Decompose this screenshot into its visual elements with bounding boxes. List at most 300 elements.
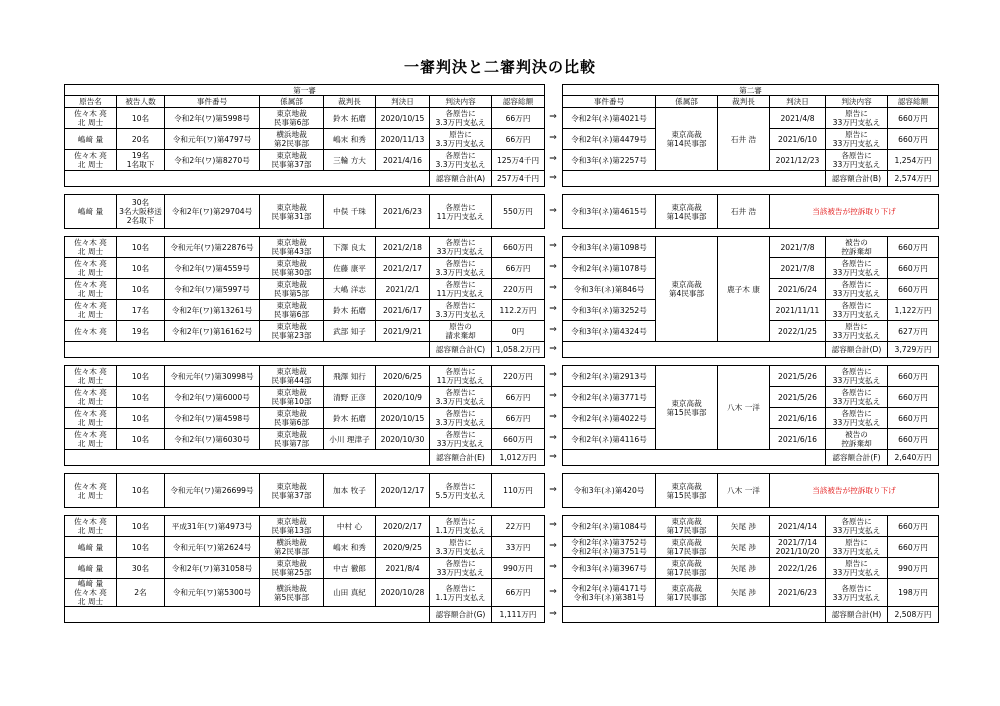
arrow-icon: ⇒ [549,520,557,530]
judgment-content-cell: 各原告に 1.1万円支払え [430,579,492,607]
column-header: 係属部 [260,96,324,108]
court-dept-cell: 東京高裁 第17民事部 [656,516,718,537]
judge-cell: 小川 理津子 [324,429,376,450]
table-row [563,195,939,229]
column-header: 裁判長 [324,96,376,108]
judgment-content-cell: 各原告に 3.3万円支払え [430,258,492,279]
sum-value: 1,058.2万円 [492,342,545,358]
case-number-cell: 令和2年(ネ)第3752号 令和2年(ネ)第3751号 [563,537,656,558]
plaintiff-cell: 佐々木 亮 北 周士 [65,300,117,321]
table-row [563,187,939,195]
arrow-icon: ⇒ [549,154,557,164]
table-row [65,450,545,466]
judgment-content-cell: 各原告に 33万円支払え [826,300,888,321]
sum-spacer [563,450,826,466]
judge-cell: 加本 牧子 [324,474,376,508]
award-amount-cell: 660万円 [888,129,939,150]
table-row [65,607,545,623]
judgment-date-cell: 2021/6/17 [376,300,430,321]
table-row [65,129,545,150]
case-number-cell: 令和2年(ネ)第3771号 [563,387,656,408]
judgment-content-cell: 原告に 33万円支払え [826,558,888,579]
judgment-content-cell: 各原告に 33万円支払え [826,258,888,279]
award-amount-cell: 66万円 [492,579,545,607]
judgment-content-cell: 原告に 3.3万円支払え [430,129,492,150]
judgment-content-cell: 各原告に 33万円支払え [826,516,888,537]
judgment-date-cell: 2021/6/24 [770,279,826,300]
judge-cell: 鹿子木 康 [718,237,770,342]
judgment-date-cell: 2021/5/26 [770,366,826,387]
table-row [65,508,545,516]
defendant-count-cell: 10名 [117,237,165,258]
defendant-count-cell: 17名 [117,300,165,321]
case-number-cell: 令和3年(ネ)第420号 [563,474,656,508]
judgment-content-cell: 各原告に 1.1万円支払え [430,516,492,537]
case-number-cell: 令和3年(ネ)第1098号 [563,237,656,258]
defendant-count-cell: 10名 [117,258,165,279]
case-number-cell: 令和元年(ワ)第4797号 [165,129,260,150]
judge-cell: 佐藤 康平 [324,258,376,279]
plaintiff-cell: 佐々木 亮 [65,321,117,342]
sum-value: 3,729万円 [888,342,939,358]
column-header: 判決内容 [826,96,888,108]
table-row [65,195,545,229]
judge-cell: 中俣 千珠 [324,195,376,229]
sum-value: 2,640万円 [888,450,939,466]
table-row [563,579,939,607]
column-header: 事件番号 [165,96,260,108]
table-row [65,516,545,537]
table-row [65,358,545,366]
award-amount-cell: 110万円 [492,474,545,508]
judgment-content-cell: 各原告に 33万円支払え [826,279,888,300]
defendant-count-cell: 10名 [117,408,165,429]
case-number-cell: 令和2年(ワ)第5997号 [165,279,260,300]
plaintiff-cell: 嶋﨑 量 [65,129,117,150]
table-row [65,558,545,579]
case-number-cell: 令和3年(ネ)第846号 [563,279,656,300]
plaintiff-cell: 佐々木 亮 北 周士 [65,429,117,450]
judgment-date-cell: 2020/10/9 [376,387,430,408]
arrow-icon: ⇒ [549,433,557,443]
award-amount-cell: 660万円 [492,429,545,450]
section-label-first: 第一審 [65,85,545,96]
table-row [65,237,545,258]
case-number-cell: 平成31年(ワ)第4973号 [165,516,260,537]
case-number-cell: 令和2年(ネ)第4116号 [563,429,656,450]
judgment-content-cell: 各原告に 33万円支払え [826,387,888,408]
table-row [65,387,545,408]
judgment-date-cell: 2021/2/17 [376,258,430,279]
case-number-cell: 令和2年(ワ)第6000号 [165,387,260,408]
table-row [65,229,545,237]
arrow-icon: ⇒ [549,562,557,572]
arrow-icon: ⇒ [549,325,557,335]
award-amount-cell: 33万円 [492,537,545,558]
case-number-cell: 令和元年(ワ)第30998号 [165,366,260,387]
award-amount-cell: 550万円 [492,195,545,229]
column-header: 裁判長 [718,96,770,108]
sum-label: 認容額合計(H) [826,607,888,623]
court-dept-cell: 東京高裁 第14民事部 [656,195,718,229]
defendant-count-cell: 10名 [117,429,165,450]
judge-cell: 三輪 方大 [324,150,376,171]
award-amount-cell: 112.2万円 [492,300,545,321]
judge-cell: 鈴木 拓磨 [324,408,376,429]
judgment-date-cell: 2020/10/30 [376,429,430,450]
defendant-count-cell: 10名 [117,387,165,408]
appeal-withdrawn-note: 当該被告が控訴取り下げ [770,474,939,508]
sum-label: 認容額合計(G) [430,607,492,623]
case-number-cell: 令和3年(ネ)第4615号 [563,195,656,229]
award-amount-cell: 660万円 [492,237,545,258]
sum-label: 認容額合計(D) [826,342,888,358]
section-label-second: 第二審 [563,85,939,96]
award-amount-cell: 125万4千円 [492,150,545,171]
column-header: 事件番号 [563,96,656,108]
judge-cell: 嶋末 和秀 [324,537,376,558]
judgment-content-cell: 各原告に 33万円支払え [826,150,888,171]
table-row [65,429,545,450]
table-row [65,408,545,429]
judgment-date-cell: 2022/1/26 [770,558,826,579]
table-row [563,466,939,474]
judgment-date-cell: 2021/6/23 [376,195,430,229]
arrow-icon: ⇒ [549,283,557,293]
judgment-date-cell: 2021/2/18 [376,237,430,258]
judgment-content-cell: 各原告に 11万円支払え [430,195,492,229]
court-dept-cell: 東京地裁 民事第7部 [260,429,324,450]
court-dept-cell: 東京高裁 第4民事部 [656,237,718,342]
judgment-date-cell: 2021/6/23 [770,579,826,607]
plaintiff-cell: 佐々木 亮 北 周士 [65,516,117,537]
judgment-date-cell: 2020/11/13 [376,129,430,150]
court-dept-cell: 東京地裁 民事第43部 [260,237,324,258]
table-row [65,187,545,195]
sum-spacer [563,171,826,187]
sum-label: 認容額合計(F) [826,450,888,466]
group-spacer [563,466,939,474]
table-row [563,474,939,508]
table-row [65,85,545,96]
case-number-cell: 令和2年(ネ)第4021号 [563,108,656,129]
arrow-icon: ⇒ [549,541,557,551]
plaintiff-cell: 佐々木 亮 北 周士 [65,474,117,508]
award-amount-cell: 66万円 [492,408,545,429]
table-row [563,450,939,466]
sum-spacer [65,607,430,623]
judgment-date-cell: 2021/7/8 [770,237,826,258]
judge-cell: 石井 浩 [718,108,770,171]
plaintiff-cell: 佐々木 亮 北 周士 [65,237,117,258]
appeal-withdrawn-note: 当該被告が控訴取り下げ [770,195,939,229]
award-amount-cell: 220万円 [492,279,545,300]
sum-spacer [563,607,826,623]
column-header: 認容総額 [492,96,545,108]
arrow-icon: ⇒ [549,172,557,183]
judgment-date-cell: 2020/10/28 [376,579,430,607]
group-spacer [65,187,545,195]
judgment-content-cell: 各原告に 3.3万円支払え [430,408,492,429]
plaintiff-cell: 嶋﨑 量 [65,195,117,229]
case-number-cell: 令和2年(ネ)第4479号 [563,129,656,150]
judgment-date-cell: 2020/12/17 [376,474,430,508]
judge-cell: 中村 心 [324,516,376,537]
plaintiff-cell: 佐々木 亮 北 周士 [65,258,117,279]
court-dept-cell: 東京高裁 第17民事部 [656,537,718,558]
case-number-cell: 令和2年(ネ)第2913号 [563,366,656,387]
judge-cell: 下澤 良太 [324,237,376,258]
case-number-cell: 令和3年(ネ)第4324号 [563,321,656,342]
defendant-count-cell: 19名 1名取下 [117,150,165,171]
arrow-icon: ⇒ [549,451,557,462]
award-amount-cell: 627万円 [888,321,939,342]
judge-cell: 矢尾 渉 [718,537,770,558]
award-amount-cell: 66万円 [492,129,545,150]
award-amount-cell: 660万円 [888,429,939,450]
judgment-date-cell: 2020/10/15 [376,108,430,129]
table-row [563,366,939,387]
judge-cell: 矢尾 渉 [718,579,770,607]
judgment-date-cell: 2021/11/11 [770,300,826,321]
judgment-content-cell: 原告に 33万円支払え [826,321,888,342]
first-instance-table [64,84,545,623]
court-dept-cell: 東京高裁 第15民事部 [656,366,718,450]
case-number-cell: 令和2年(ワ)第4559号 [165,258,260,279]
case-number-cell: 令和元年(ワ)第22876号 [165,237,260,258]
defendant-count-cell: 20名 [117,129,165,150]
judge-cell: 鈴木 拓磨 [324,108,376,129]
page-title: 一審判決と二審判決の比較 [403,58,596,76]
table-row [563,85,939,96]
case-number-cell: 令和2年(ネ)第4171号 令和3年(ネ)第381号 [563,579,656,607]
judge-cell: 矢尾 渉 [718,558,770,579]
arrow-icon: ⇒ [549,205,557,216]
judgment-content-cell: 原告の 請求棄却 [430,321,492,342]
court-dept-cell: 東京地裁 民事第37部 [260,150,324,171]
defendant-count-cell: 10名 [117,108,165,129]
table-row [65,300,545,321]
arrow-icon: ⇒ [549,484,557,495]
award-amount-cell: 990万円 [492,558,545,579]
award-amount-cell: 220万円 [492,366,545,387]
judgment-date-cell: 2021/6/10 [770,129,826,150]
table-row [65,279,545,300]
court-dept-cell: 横浜地裁 第2民事部 [260,537,324,558]
column-header: 判決日 [770,96,826,108]
group-spacer [563,508,939,516]
award-amount-cell: 1,122万円 [888,300,939,321]
award-amount-cell: 1,254万円 [888,150,939,171]
case-number-cell: 令和元年(ワ)第26699号 [165,474,260,508]
table-row [65,342,545,358]
judge-cell: 鈴木 拓磨 [324,300,376,321]
defendant-count-cell: 10名 [117,516,165,537]
table-row [65,171,545,187]
defendant-count-cell: 10名 [117,474,165,508]
judgment-content-cell: 各原告に 33万円支払え [430,237,492,258]
judgment-content-cell: 各原告に 3.3万円支払え [430,300,492,321]
group-spacer [65,358,545,366]
sum-label: 認容額合計(A) [430,171,492,187]
court-dept-cell: 東京地裁 民事第25部 [260,558,324,579]
award-amount-cell: 660万円 [888,108,939,129]
sum-spacer [65,450,430,466]
award-amount-cell: 22万円 [492,516,545,537]
arrow-icon: ⇒ [549,241,557,251]
table-row [563,607,939,623]
sum-value: 2,508万円 [888,607,939,623]
award-amount-cell: 660万円 [888,258,939,279]
court-dept-cell: 東京高裁 第17民事部 [656,558,718,579]
award-amount-cell: 660万円 [888,516,939,537]
case-number-cell: 令和2年(ワ)第5998号 [165,108,260,129]
judgment-content-cell: 各原告に 33万円支払え [430,429,492,450]
judgment-content-cell: 原告に 33万円支払え [826,108,888,129]
court-dept-cell: 東京高裁 第14民事部 [656,108,718,171]
court-dept-cell: 東京地裁 民事第44部 [260,366,324,387]
defendant-count-cell: 19名 [117,321,165,342]
sum-spacer [563,342,826,358]
judgment-content-cell: 各原告に 33万円支払え [826,579,888,607]
case-number-cell: 令和2年(ワ)第29704号 [165,195,260,229]
judgment-date-cell: 2021/4/16 [376,150,430,171]
case-number-cell: 令和元年(ワ)第5300号 [165,579,260,607]
defendant-count-cell: 10名 [117,279,165,300]
column-header: 被告人数 [117,96,165,108]
award-amount-cell: 990万円 [888,558,939,579]
judgment-content-cell: 各原告に 3.3万円支払え [430,150,492,171]
plaintiff-cell: 佐々木 亮 北 周士 [65,387,117,408]
table-row [563,358,939,366]
table-row [563,558,939,579]
judgment-date-cell: 2021/4/14 [770,516,826,537]
arrow-icon: ⇒ [549,391,557,401]
judgment-date-cell: 2021/12/23 [770,150,826,171]
judgment-date-cell: 2020/10/15 [376,408,430,429]
judgment-date-cell: 2020/2/17 [376,516,430,537]
sum-value: 2,574万円 [888,171,939,187]
table-row [563,171,939,187]
arrow-icon: ⇒ [549,586,557,597]
table-row [563,516,939,537]
sum-spacer [65,342,430,358]
column-header: 係属部 [656,96,718,108]
arrow-icon: ⇒ [549,370,557,380]
award-amount-cell: 66万円 [492,387,545,408]
table-row [65,579,545,607]
group-spacer [563,358,939,366]
table-row [65,466,545,474]
award-amount-cell: 660万円 [888,366,939,387]
judge-cell: 山田 真紀 [324,579,376,607]
table-row [65,258,545,279]
case-number-cell: 令和2年(ネ)第1078号 [563,258,656,279]
judge-cell: 石井 浩 [718,195,770,229]
judge-cell: 矢尾 渉 [718,516,770,537]
judgment-content-cell: 各原告に 11万円支払え [430,366,492,387]
plaintiff-cell: 嶋﨑 量 [65,558,117,579]
case-number-cell: 令和2年(ワ)第16162号 [165,321,260,342]
award-amount-cell: 66万円 [492,108,545,129]
case-number-cell: 令和2年(ワ)第6030号 [165,429,260,450]
judge-cell: 八木 一洋 [718,474,770,508]
judgment-date-cell: 2022/1/25 [770,321,826,342]
judgment-content-cell: 原告に 3.3万円支払え [430,537,492,558]
judgment-date-cell: 2021/6/16 [770,429,826,450]
arrow-icon: ⇒ [549,112,557,122]
plaintiff-cell: 嶋﨑 量 [65,537,117,558]
sum-value: 257万4千円 [492,171,545,187]
award-amount-cell: 66万円 [492,258,545,279]
table-row [65,366,545,387]
arrow-icon: ⇒ [549,412,557,422]
arrow-icon: ⇒ [549,133,557,143]
case-number-cell: 令和2年(ネ)第1084号 [563,516,656,537]
judge-cell: 武部 知子 [324,321,376,342]
plaintiff-cell: 佐々木 亮 北 周士 [65,408,117,429]
case-number-cell: 令和3年(ネ)第3967号 [563,558,656,579]
judgment-date-cell: 2021/6/16 [770,408,826,429]
award-amount-cell: 660万円 [888,537,939,558]
judgment-content-cell: 各原告に 3.3万円支払え [430,108,492,129]
court-dept-cell: 横浜地裁 第5民事部 [260,579,324,607]
court-dept-cell: 東京高裁 第17民事部 [656,579,718,607]
judgment-content-cell: 各原告に 33万円支払え [430,558,492,579]
court-dept-cell: 東京地裁 民事第6部 [260,300,324,321]
court-dept-cell: 東京地裁 民事第10部 [260,387,324,408]
judge-cell: 飛澤 知行 [324,366,376,387]
table-row [563,537,939,558]
judgment-content-cell: 各原告に 33万円支払え [826,366,888,387]
table-row [563,229,939,237]
court-dept-cell: 東京地裁 民事第5部 [260,279,324,300]
award-amount-cell: 660万円 [888,279,939,300]
table-row [563,96,939,108]
judgment-date-cell: 2021/2/1 [376,279,430,300]
case-number-cell: 令和2年(ネ)第4022号 [563,408,656,429]
plaintiff-cell: 佐々木 亮 北 周士 [65,108,117,129]
court-dept-cell: 横浜地裁 第2民事部 [260,129,324,150]
award-amount-cell: 198万円 [888,579,939,607]
judgment-content-cell: 被告の 控訴棄却 [826,237,888,258]
sum-label: 認容額合計(C) [430,342,492,358]
case-number-cell: 令和元年(ワ)第2624号 [165,537,260,558]
judgment-date-cell: 2020/9/25 [376,537,430,558]
judgment-content-cell: 各原告に 3.3万円支払え [430,387,492,408]
case-number-cell: 令和2年(ワ)第8270号 [165,150,260,171]
table-row [65,537,545,558]
group-spacer [563,229,939,237]
judgment-date-cell: 2021/8/4 [376,558,430,579]
sum-spacer [65,171,430,187]
judgment-date-cell: 2021/5/26 [770,387,826,408]
plaintiff-cell: 佐々木 亮 北 周士 [65,150,117,171]
judgment-content-cell: 被告の 控訴棄却 [826,429,888,450]
judgment-content-cell: 原告に 33万円支払え [826,129,888,150]
defendant-count-cell: 10名 [117,366,165,387]
court-dept-cell: 東京地裁 民事第6部 [260,408,324,429]
sum-value: 1,012万円 [492,450,545,466]
case-number-cell: 令和3年(ネ)第3252号 [563,300,656,321]
group-spacer [65,466,545,474]
sum-label: 認容額合計(E) [430,450,492,466]
table-row [563,237,939,258]
court-dept-cell: 東京地裁 民事第30部 [260,258,324,279]
award-amount-cell: 660万円 [888,237,939,258]
judgment-content-cell: 各原告に 33万円支払え [826,408,888,429]
table-row [65,321,545,342]
